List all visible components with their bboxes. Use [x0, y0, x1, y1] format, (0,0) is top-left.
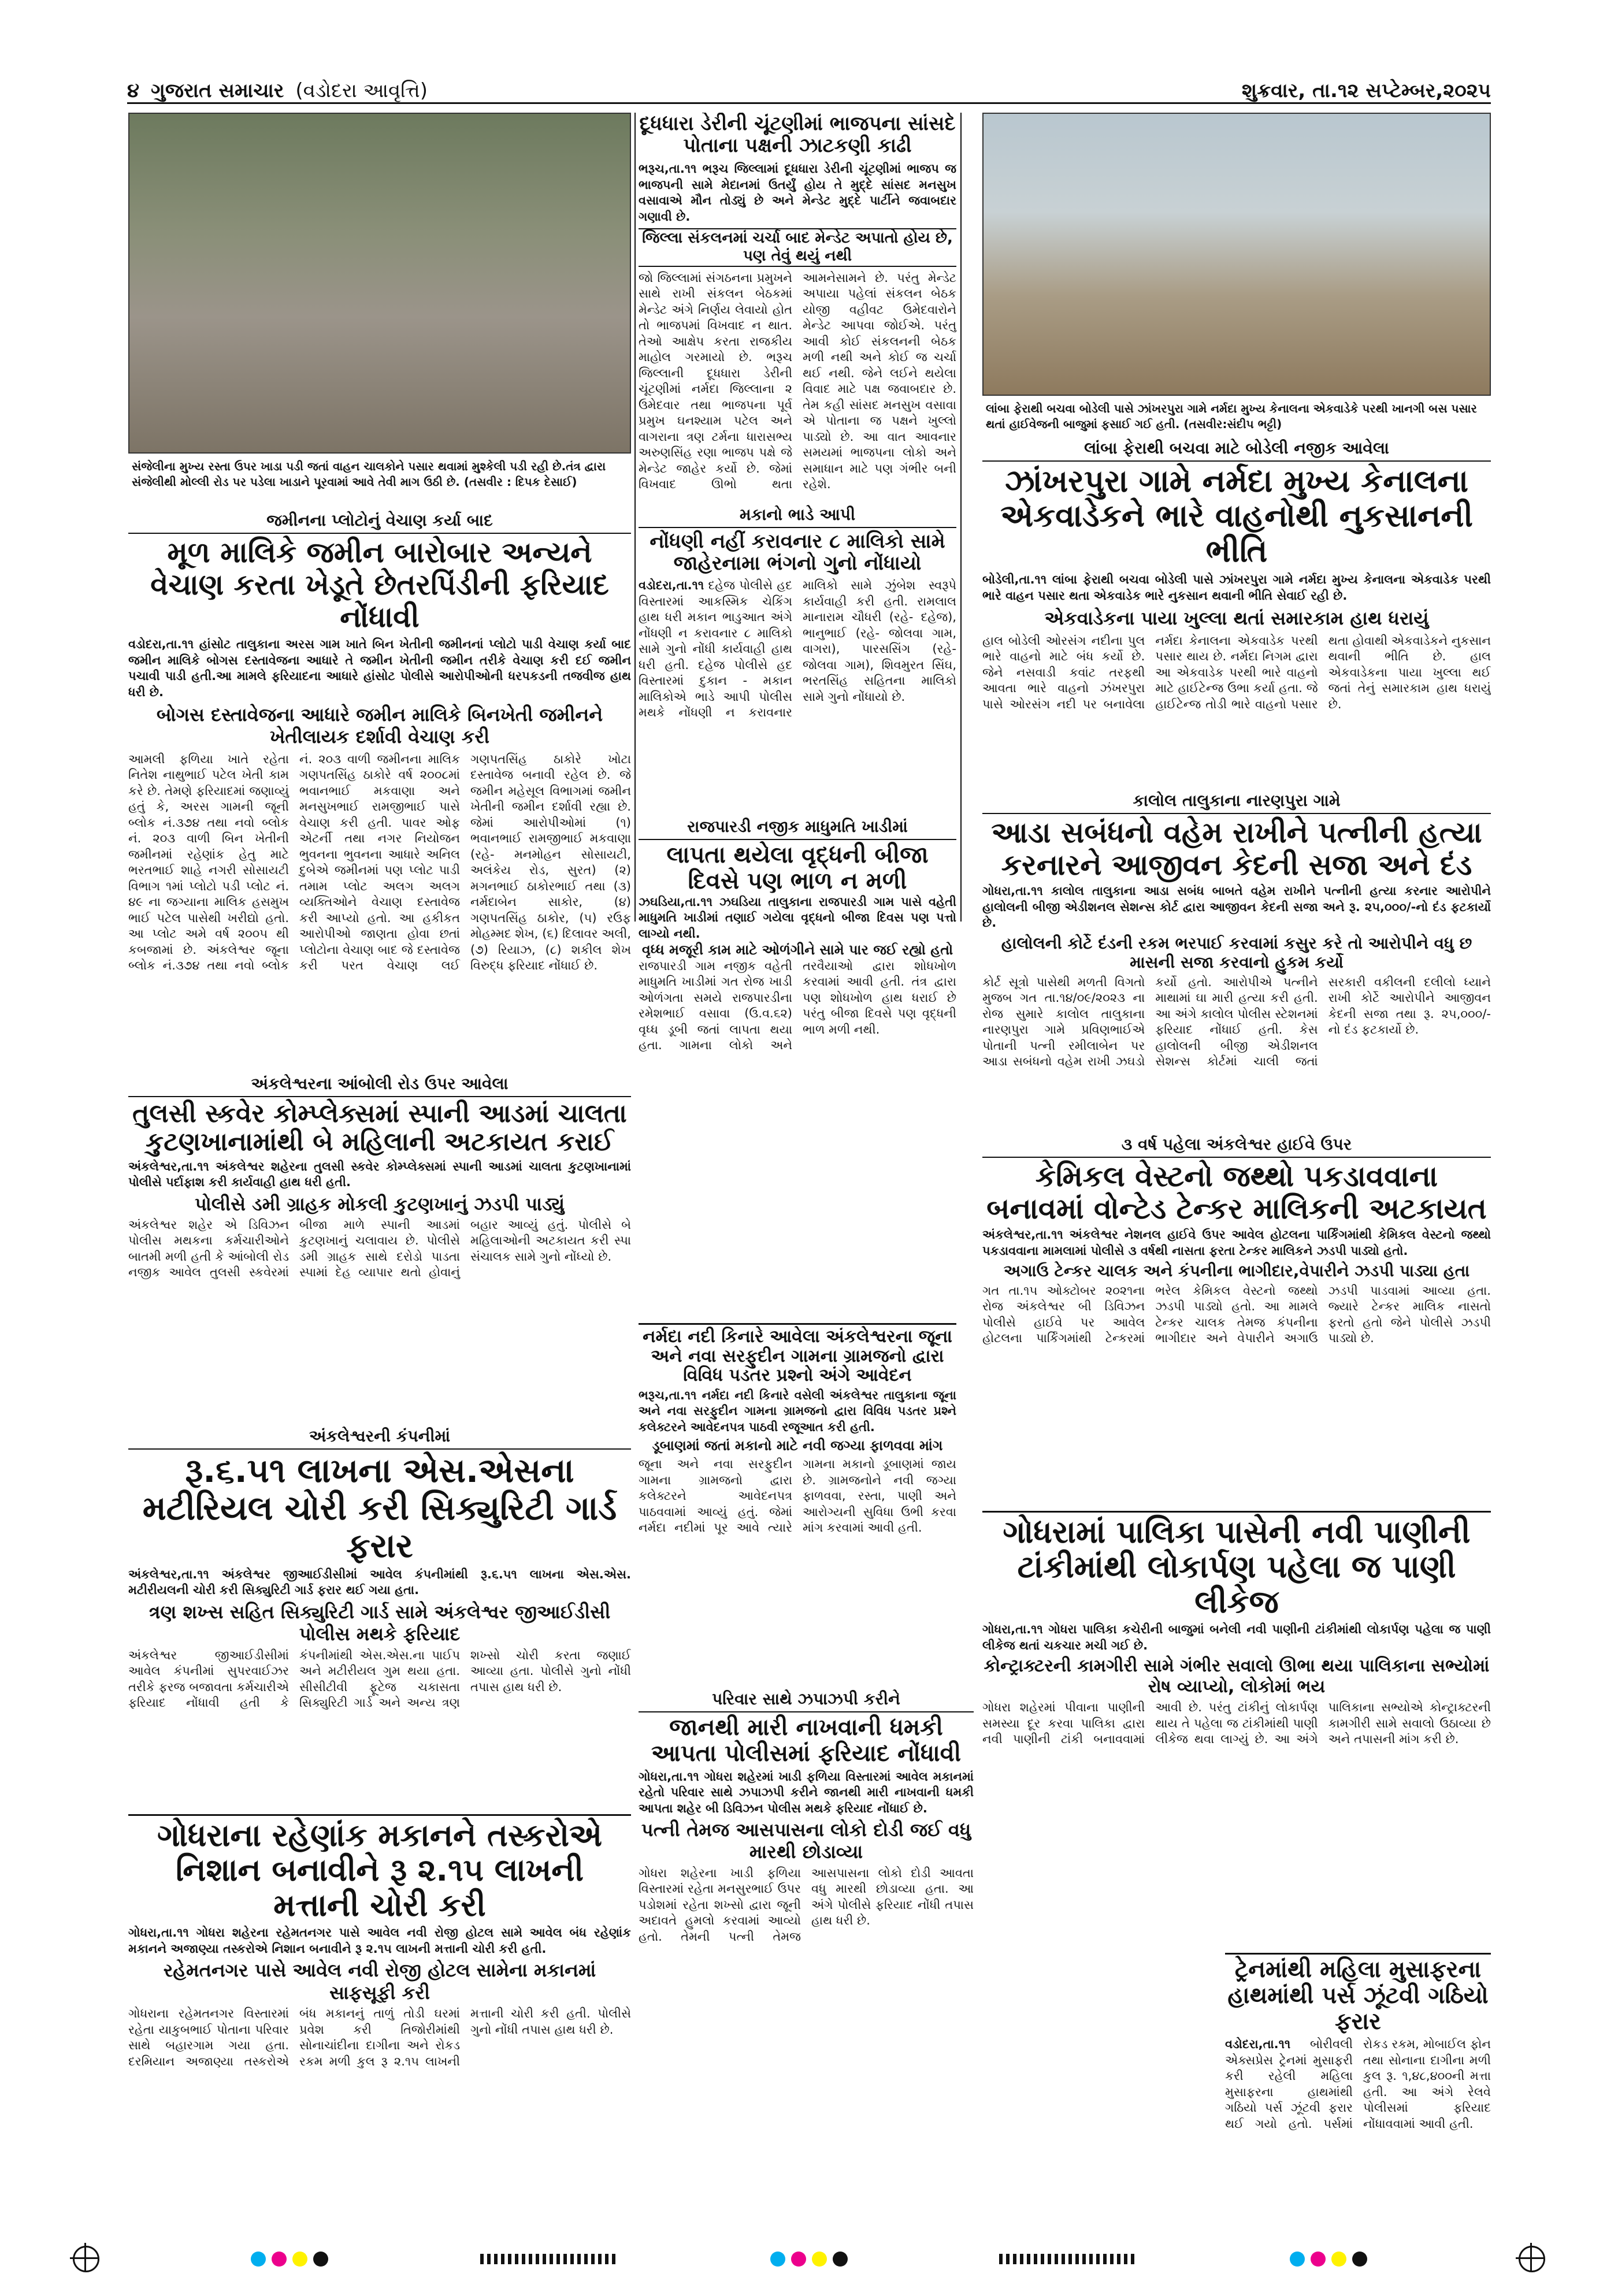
body: આમલી ફળિયા ખાતે રહેતા નિતેશ નાથુભાઈ પટેલ ખેતી કામ કરે છે. તેમણે ફરિયાદમાં જણાવ્યું હતું કે, અરસ ગામની જૂની બ્લોક નં.૩૭૪ તથા નવો બ્લોક નં. ૨૦૩ વાળી બિન ખેતીની જમીનમાં રહેણાંક હેતુ માટે ભરતભાઈ શાહે નગરી સોસાયટી વિભાગ ૧માં પ્લોટો પડી પ્લોટ નં. ૪૯ ના જગ્યાના માલિક હસમુખ ભાઈ પટેલ પાસેથી ખરીદ્યો હતો. આ પ્લોટ અમે વર્ષ ૨૦૦૫ થી કબજામાં છે. અંકલેશ્વર જૂના બ્લોક નં.૩૭૪ તથા નવો બ્લોક નં. ૨૦૩ વાળી જમીનના માલિક ગણપતસિંહ ઠાકોરે વર્ષ ૨૦૦૮માં ભવાનભાઈ મકવાણા અને મનસુખભાઈ રામજીભાઈ પાસે વેચાણ કરી હતી. પાવર ઓફ એટર્ની તથા નગર નિયોજન ભુવનના ભુવનના આધારે અનિલ દુબેએ જમીનમાં પણ પ્લોટ પાડી તમામ પ્લોટ અલગ અલગ વ્યક્તિઓને વેચાણ દસ્તાવેજ કરી આપ્યો હતો. આ હકીકત આરોપીઓ જાણતા હોવા છતાં પ્લોટોના વેચાણ બાદ જે દસ્તાવેજ કરી પરત વેચાણ લઈ ગણપતસિંહ ઠાકોરે ખોટા દસ્તાવેજ બનાવી રહેલ છે. જે જમીન મહેસૂલ વિભાગમાં જમીન ખેતીની જમીન દર્શાવી રહ્યા છે. જેમાં આરોપીઓમાં (૧) ભવાનભાઈ રામજીભાઈ મકવાણા (રહે- મનમોહન સોસાયટી, અલંકેય રોડ, સુરત) (૨) મગનભાઈ ઠાકોરભાઈ તથા (૩) નર્મદાબેન સાકોર, (૪) ગણપતસિંહ ઠાકોર, (૫) રઉફ મોહમ્મદ શેખ, (૬) દિલાવર અલી, (૭) રિયાઝ, (૮) શકીલ શેખ વિરુદ્ધ ફરિયાદ નોંધાઈ છે. — [128, 752, 631, 973]
headline: મૂળ માલિકે જમીન બારોબાર અન્યને વેચાણ કરતા ખેડૂતે છેતરપિંડીની ફરિયાદ નોંધાવી — [150, 536, 609, 634]
intro: ગોધરા,તા.૧૧ ગોધરા પાલિકા કચેરીની બાજુમાં બનેલી નવી પાણીની ટાંકીમાંથી લોકાર્પણ પહેલા જ પાણી લીકેજ થતાં ચકચાર મચી ગઈ છે. — [982, 1622, 1491, 1652]
article-rajpardi — [639, 815, 956, 1063]
kicker: કાલોલ તાલુકાના નારણપુરા ગામે — [982, 789, 1491, 814]
article-zankharpura — [982, 436, 1491, 783]
road-photo — [128, 113, 631, 454]
subhead: એકવાડેકના પાયા ખુલ્લા થતાં સમારકામ હાથ ધરાયું — [1044, 607, 1429, 630]
yellow-dot-icon — [1331, 2252, 1346, 2267]
body: ગોધરા શહેરના ખાડી ફળિયા વિસ્તારમાં રહેતા મનસુરભાઈ ઉપર પડોશમાં રહેતા શખ્સો દ્વારા જૂની અદાવતે હુમલો કરવામાં આવ્યો હતો. તેમની પત્ની તેમજ આસપાસના લોકો દોડી આવતા વધુ મારથી છોડાવ્યા હતા. આ અંગે પોલીસે ફરિયાદ નોંધી તપાસ હાથ ધરી છે. — [639, 1866, 974, 1944]
body: વડોદરા,તા.૧૧ બોરીવલી એક્સપ્રેસ ટ્રેનમાં મુસાફરી કરી રહેલી મહિલા મુસાફરના હાથમાંથી ગઠિયો પર્સ ઝૂંટવી ફરાર થઈ ગયો હતો. પર્સમાં રોકડ રકમ, મોબાઈલ ફોન તથા સોનાના દાગીના મળી કુલ રૂ. ૧,૪૮,૪૦૦ની મત્તા હતી. આ અંગે રેલવે પોલીસમાં ફરિયાદ નોંધાવવામાં આવી હતી. — [1225, 2037, 1491, 2131]
intro: અંકલેશ્વર,તા.૧૧ અંકલેશ્વર નેશનલ હાઈવે ઉપર આવેલ હોટલના પાર્કિંગમાંથી કેમિકલ વેસ્ટનો જથ્થો પકડાવવાના મામલામાં પોલીસે ૩ વર્ષથી નાસતા ફરતા ટેન્કર માલિકને ઝડપી પાડ્યો હતો. — [982, 1228, 1491, 1258]
article-spa — [128, 1072, 631, 1418]
magenta-dot-icon — [791, 2252, 806, 2267]
cyan-dot-icon — [770, 2252, 785, 2267]
color-dots — [1290, 2252, 1367, 2267]
intro: ભરૂચ,તા.૧૧ નર્મદા નદી કિનારે વસેલી અંકલેશ્વર તાલુકાના જૂના અને નવા સરફુદીન ગામના ગ્રામજનો દ્વારા વિવિધ પડતર પ્રશ્ને કલેક્ટરને આવેદનપત્ર પાઠવી રજૂઆત કરી હતી. — [639, 1388, 956, 1434]
article-chemical — [982, 1132, 1491, 1502]
article-train — [1225, 1953, 1491, 2219]
intro: ગોધરા,તા.૧૧ કાલોલ તાલુકાના આડા સબંધ બાબતે વહેમ રાખીને પત્નીની હત્યા કરનાર આરોપીને હાલોલની બીજી એડીશનલ સેશન્સ કોર્ટ દ્વારા આજીવન કેદની સજા અને રૂ. ૨૫,૦૦૦/-નો દંડ ફટકાર્યો છે. — [982, 884, 1491, 930]
yellow-dot-icon — [812, 2252, 827, 2267]
subhead: બોગસ દસ્તાવેજના આધારે જમીન માલિકે બિનખેતી જમીનને ખેતીલાયક દર્શાવી વેચાણ કરી — [156, 704, 603, 748]
headline: રૂ.૬.૫૧ લાખના એસ.એસના મટીરિયલ ચોરી કરી સિક્યુરિટી ગાર્ડ ફરાર — [142, 1451, 617, 1565]
headline: ઝાંખરપુરા ગામે નર્મદા મુખ્ય કેનાલના એકવાડેકને ભારે વાહનોથી નુકસાનની ભીતિ — [1000, 463, 1473, 569]
page-number: ૪ — [127, 79, 140, 102]
headline: દૂધધારા ડેરીની ચૂંટણીમાં ભાજપના સાંસદે પોતાના પક્ષની ઝાટકણી કાઢી — [639, 113, 956, 158]
road-photo-caption: સંજેલીના મુખ્ય રસ્તા ઉપર ખાડા પડી જતાં વાહન ચાલકોને પસાર થવામાં મુશ્કેલી પડી રહી છે.તંત્ર દ્વારા સંજેલીથી મોલ્લી રોડ પર પડેલા ખાડાને પૂરવામાં આવે તેવી માગ ઉઠી છે. (તસવીર : દિપક દેસાઈ) — [132, 459, 606, 489]
masthead — [127, 69, 1491, 104]
body: રાજપારડી ગામ નજીક વહેતી માધુમતિ ખાડીમાં ગત રોજ ખાડી ઓળંગતા સમયે રાજપારડીના રમેશભાઈ વસાવા (ઉ.વ.૬૨) વૃધ્ધ ડૂબી જતાં લાપતા થયા હતા. ગામના લોકો અને તરવૈયાઓ દ્વારા શોધખોળ કરવામાં આવી હતી. તંત્ર દ્વારા પણ શોધખોળ હાથ ધરાઈ છે પરંતુ બીજા દિવસે પણ વૃદ્ધની ભાળ મળી નથી. — [639, 958, 956, 1053]
crosshair-icon — [73, 2246, 99, 2272]
issue-date: શુક્રવાર, તા.૧૨ સપ્ટેમ્બર,૨૦૨૫ — [1242, 79, 1491, 102]
kicker: જમીનના પ્લોટોનું વેચાણ કર્યા બાદ — [128, 508, 631, 534]
body: ગત તા.૧૫ ઓક્ટોબર ૨૦૨૧ના રોજ અંકલેશ્વર બી ડિવિઝન પોલીસે હાઈવે પર આવેલ હોટલના પાર્કિંગમાંથી ટેન્કરમાં ભરેલ કેમિકલ વેસ્ટનો જથ્થો ઝડપી પાડ્યો હતો. આ મામલે ટેન્કર ચાલક તેમજ કંપનીના ભાગીદાર અને વેપારીને અગાઉ ઝડપી પાડવામાં આવ્યા હતા. જ્યારે ટેન્કર માલિક નાસતો ફરતો હતો જેને પોલીસે ઝડપી પાડ્યો છે. — [982, 1283, 1491, 1346]
magenta-dot-icon — [272, 2252, 287, 2267]
subhead: વૃધ્ધ મજૂરી કામ માટે ઓળંગીને સામે પાર જઈ રહ્યો હતો — [641, 942, 953, 958]
subhead: પોલીસે ડમી ગ્રાહક મોકલી કુટણખાનું ઝડપી પાડ્યું — [195, 1192, 565, 1215]
edition: (વડોદરા આવૃત્તિ) — [295, 79, 428, 102]
subhead: હાલોલની કોર્ટે દંડની રકમ ભરપાઈ કરવામાં કસુર કરે તો આરોપીને વધુ છ માસની સજા કરવાનો હુકમ કર્યો — [1001, 933, 1472, 972]
intro: ગોધરા,તા.૧૧ ગોધરા શહેરમાં ખાડી ફળિયા વિસ્તારમાં આવેલ મકાનમાં રહેતો પરિવાર સાથે ઝપાઝપી કરીને જાનથી મારી નાખવાની ધમકી આપતા શહેર બી ડિવિઝન પોલીસ મથકે ફરિયાદ નોંધાઈ છે. — [639, 1769, 974, 1815]
kicker: પરિવાર સાથે ઝપાઝપી કરીને — [639, 1687, 974, 1712]
kicker: લાંબા ફેરાથી બચવા માટે બોડેલી નજીક આવેલા — [982, 436, 1491, 462]
bus-photo — [982, 113, 1491, 396]
cyan-dot-icon — [251, 2252, 266, 2267]
headline: ગોધરામાં પાલિકા પાસેની નવી પાણીની ટાંકીમાંથી લોકાર્પણ પહેલા જ પાણી લીકેજ — [982, 1511, 1491, 1619]
subhead: જિલ્લા સંકલનમાં ચર્ચા બાદ મેન્ડેટ અપાતો હોય છે, પણ તેવું થયું નથી — [639, 228, 956, 266]
yellow-dot-icon — [292, 2252, 307, 2267]
article-bhadut — [639, 503, 956, 809]
cyan-dot-icon — [1290, 2252, 1305, 2267]
paper-name: ગુજરાત સમાચાર — [151, 79, 284, 102]
registration-marks — [0, 2242, 1618, 2276]
body: હાલ બોડેલી ઓરસંગ નદીના પુલ ભારે વાહનો માટે બંધ કર્યો છે. જેને નસવાડી કવાંટ તરફથી આવતા ભારે વાહનો ઝંખરપુરા પાસે ઓરસંગ નદી પર બનાવેલા નર્મદા કેનાલના એકવાડેક પરથી પસાર થાય છે. નર્મદા નિગમ દ્વારા આ એકવાડેક પરથી ભારે વાહનો માટે હાઈટેન્જ ઉભા કર્યા હતા. જે હાઈટેન્જ તોડી ભારે વાહનો પસાર થતા હોવાથી એકવાડેકને નુકસાન થવાની ભીતિ છે. હાલ એકવાડેકના પાયા ખુલ્લા થઈ જતાં તેનું સમારકામ હાથ ધરાયું છે. — [982, 633, 1491, 711]
headline: લાપતા થયેલા વૃદ્ધની બીજા દિવસે પણ ભાળ ન મળી — [666, 842, 929, 894]
kicker: અંકલેશ્વરના આંબોલી રોડ ઉપર આવેલા — [128, 1072, 631, 1097]
body: જો જિલ્લામાં સંગઠનના પ્રમુખને સાથે રાખી સંકલન બેઠકમાં મેન્ડેટ અંગે નિર્ણય લેવાયો હોત તો ભાજપમાં વિખવાદ ન થાત. તેઓ આક્ષેપ કરતા રાજકીય માહોલ ગરમાયો છે. ભરૂચ જિલ્લાની દૂધધારા ડેરીની ચૂંટણીમાં નર્મદા જિલ્લાના ૨ ઉમેદવાર તથા ભાજપના પૂર્વ પ્રમુખ ઘનશ્યામ પટેલ અને વાગરાના ત્રણ ટર્મના ધારાસભ્ય અરુણસિંહ રણા ભાજપ પક્ષે જે મેન્ડેટ જાહેર કર્યો છે. જેમાં વિખવાદ ઊભો થતા આમનેસામને છે. પરંતુ મેન્ડેટ અપાયા પહેલાં સંકલન બેઠક યોજી વહીવટ ઉમેદવારોને મેન્ડેટ આપવા જોઈએ. પરંતુ આવી કોઈ સંકલનની બેઠક મળી નથી અને કોઈ જ ચર્ચા થઈ નથી. જેને લઈને થયેલા વિવાદ માટે પક્ષ જવાબદાર છે. તેમ કહી સાંસદ મનસુખ વસાવા એ પોતાના જ પક્ષને ખુલ્લો પાડ્યો છે. આ વાત આવનાર સમયમાં ભાજપના લોકો અને સમાધાન માટે પણ ગંભીર બની રહેશે. — [639, 270, 956, 492]
headline: ગોધરાના રહેણાંક મકાનને તસ્કરોએ નિશાન બનાવીને રૂ ૨.૧૫ લાખની મત્તાની ચોરી કરી — [128, 1814, 631, 1923]
density-bar — [480, 2254, 619, 2264]
article-jamin — [128, 508, 631, 1063]
kicker: ૩ વર્ષ પહેલા અંકલેશ્વર હાઈવે ઉપર — [982, 1132, 1491, 1158]
subhead: કોન્ટ્રાક્ટરની કામગીરી સામે ગંભીર સવાલો ઊભા થયા પાલિકાના સભ્યોમાં રોષ વ્યાપ્યો, લોકોમાં ભય — [984, 1656, 1490, 1697]
headline: જાનથી મારી નાખવાની ધમકી આપતા પોલીસમાં ફરિયાદ નોંધાવી — [651, 1714, 962, 1767]
body: અંકલેશ્વર જીઆઈડીસીમાં આવેલ કંપનીમાં સુપરવાઈઝર તરીકે ફરજ બજાવતા કર્મચારીએ ફરિયાદ નોંધાવી હતી કે કંપનીમાંથી એસ.એસ.ના પાઈપ અને મટીરીયલ ગુમ થયા હતા. સીસીટીવી ફૂટેજ ચકાસતા સિક્યુરિટી ગાર્ડ અને અન્ય ત્રણ શખ્સો ચોરી કરતા જણાઈ આવ્યા હતા. પોલીસે ગુનો નોંધી તપાસ હાથ ધરી છે. — [128, 1648, 631, 1710]
article-avedan — [639, 1323, 956, 1681]
density-bar — [999, 2254, 1138, 2264]
headline: આડા સબંધનો વહેમ રાખીને પત્નીની હત્યા કરનારને આજીવન કેદની સજા અને દંડ — [991, 816, 1482, 882]
kicker: અંકલેશ્વરની કંપનીમાં — [128, 1424, 631, 1450]
black-dot-icon — [833, 2252, 848, 2267]
subhead: પત્ની તેમજ આસપાસના લોકો દોડી જઈ વધુ મારથી છોડાવ્યા — [641, 1819, 971, 1863]
column-rule — [634, 113, 636, 922]
headline: ટ્રેનમાંથી મહિલા મુસાફરના હાથમાંથી પર્સ ઝૂંટવી ગઠિયો ફરાર — [1225, 1953, 1491, 2034]
intro: ભરૂચ,તા.૧૧ ભરૂચ જિલ્લામાં દૂધધારા ડેરીની ચૂંટણીમાં ભાજપ જ ભાજપની સામે મેદાનમાં ઉતર્યું હોય તે મુદ્દે સાંસદ મનસુખ વસાવાએ મૌન તોડ્યું છે અને મેન્ડેટ મુદ્દે પાર્ટીને જવાબદાર ગણાવી છે. — [639, 162, 956, 224]
photo-credit: (તસવીર:સંદીપ ભટ્ટી) — [1183, 417, 1282, 431]
black-dot-icon — [1352, 2252, 1367, 2267]
subhead: રહેમતનગર પાસે આવેલ નવી રોજી હોટલ સામેના મકાનમાં સાફસૂફી કરી — [163, 1959, 596, 2004]
column-rule — [960, 113, 962, 922]
article-dudhdhara — [639, 113, 956, 500]
intro: બોડેલી,તા.૧૧ લાંબા ફેરાથી બચવા બોડેલી પાસે ઝાંખરપુરા ગામે નર્મદા મુખ્ય કેનાલના એકવાડેક પરથી ભારે વાહન પસાર થતા એકવાડેક ભારે નુકસાન થવાની ભીતિ સેવાઈ રહી છે. — [982, 573, 1491, 603]
color-dots — [770, 2252, 848, 2267]
kicker: મકાનો ભાડે આપી — [639, 503, 956, 528]
article-jaanthi — [639, 1687, 974, 2091]
article-chori — [128, 1814, 631, 2219]
kicker: રાજપારડી નજીક માધુમતિ ખાડીમાં — [639, 815, 956, 840]
subhead: ત્રણ શખ્સ સહિત સિક્યુરિટી ગાર્ડ સામે અંકલેશ્વર જીઆઈડીસી પોલીસ મથકે ફરિયાદ — [149, 1600, 611, 1645]
headline: નોંધણી નહીં કરાવનાર ૮ માલિકો સામે જાહેરનામા ભંગનો ગુનો નોંધાયો — [650, 530, 945, 575]
intro: અંકલેશ્વર,તા.૧૧ અંકલેશ્વર શહેરના તુલસી સ્કવેર કોમ્પ્લેક્સમાં સ્પાની આડમાં ચાલતા કુટણખાનામાં પોલીસે પર્દાફાશ કરી કાર્યવાહી હાથ ધરી હતી. — [128, 1159, 631, 1190]
headline: કેમિકલ વેસ્ટનો જથ્થો પકડાવવાના બનાવમાં વોન્ટેડ ટેન્કર માલિકની અટકાયત — [986, 1160, 1487, 1225]
intro: ગોધરા,તા.૧૧ ગોધરા શહેરના રહેમતનગર પાસે આવેલ નવી રોજી હોટલ સામે આવેલ બંધ રહેણાંક મકાનને અજાણ્યા તસ્કરોએ નિશાન બનાવીને રૂ ૨.૧૫ લાખની મત્તાની ચોરી કરી હતી. — [128, 1926, 631, 1956]
body: જૂના અને નવા સરફુદીન ગામના ગ્રામજનો દ્વારા કલેક્ટરને આવેદનપત્ર પાઠવવામાં આવ્યું હતું. જેમાં નર્મદા નદીમાં પૂર આવે ત્યારે ગામના મકાનો ડૂબાણમાં જાય છે. ગ્રામજનોને નવી જગ્યા ફાળવવા, રસ્તા, પાણી અને આરોગ્યની સુવિધા ઉભી કરવા માંગ કરવામાં આવી હતી. — [639, 1457, 956, 1535]
crosshair-icon — [1519, 2246, 1545, 2272]
article-kalol — [982, 789, 1491, 1124]
photo-credit: (તસવીર : દિપક દેસાઈ) — [463, 475, 577, 489]
headline: તુલસી સ્કવેર કોમ્પ્લેક્સમાં સ્પાની આડમાં ચાલતા કુટણખાનામાંથી બે મહિલાની અટકાયત કરાઈ — [132, 1099, 627, 1157]
intro: ઝઘડિયા,તા.૧૧ ઝઘડિયા તાલુકાના રાજપારડી ગામ પાસે વહેતી માધુમતિ ખાડીમાં તણાઈ ગયેલા વૃદ્ધનો બીજા દિવસ પણ પત્તો લાગ્યો નથી. — [639, 894, 956, 941]
black-dot-icon — [313, 2252, 328, 2267]
body: કોર્ટ સૂત્રો પાસેથી મળતી વિગતો મુજબ ગત તા.૧૪/૦૯/૨૦૨૩ ના રોજ સુમારે કાલોલ તાલુકાના નારણપુરા ગામે પ્રવિણભાઈએ પોતાની પત્ની રમીલાબેન પર આડા સબંધનો વહેમ રાખી ઝઘડો કર્યો હતો. આરોપીએ પત્નીને માથામાં ઘા મારી હત્યા કરી હતી. આ અંગે કાલોલ પોલીસ સ્ટેશનમાં ફરિયાદ નોંધાઈ હતી. કેસ હાલોલની બીજી એડીશનલ સેશન્સ કોર્ટમાં ચાલી જતાં સરકારી વકીલની દલીલો ધ્યાને રાખી કોર્ટે આરોપીને આજીવન કેદની સજા તથા રૂ. ૨૫,૦૦૦/- નો દંડ ફટકાર્યો છે. — [982, 975, 1491, 1069]
intro: વડોદરા,તા.૧૧ હાંસોટ તાલુકાના અરસ ગામ ખાતે બિન ખેતીની જમીનનાં પ્લોટો પાડી વેચાણ કર્યા બાદ જમીન માલિકે બોગસ દસ્તાવેજના આધારે તે જમીન ખેતીની જમીન તરીકે વેચાણ કરી દઈ જમીન પચાવી પાડી હતી.આ મામલે ફરિયાદના આધારે હાંસોટ પોલીસે આરોપીઓની ધરપકડની તજવીજ હાથ ધરી છે. — [128, 637, 631, 699]
body: ગોધરા શહેરમાં પીવાના પાણીની સમસ્યા દૂર કરવા પાલિકા દ્વારા નવી પાણીની ટાંકી બનાવવામાં આવી છે. પરંતુ ટાંકીનું લોકાર્પણ થાય તે પહેલા જ ટાંકીમાંથી પાણી લીકેજ થવા લાગ્યું છે. આ અંગે પાલિકાના સભ્યોએ કોન્ટ્રાક્ટરની કામગીરી સામે સવાલો ઉઠાવ્યા છે અને તપાસની માંગ કરી છે. — [982, 1700, 1491, 1747]
bus-photo-caption: લાંબા ફેરાથી બચવા બોડેલી પાસે ઝાંખરપુરા ગામે નર્મદા મુખ્ય કેનાલના એકવાડેકે પરથી ખાનગી બસ પસાર થતાં હાઈવેજની બાજુમાં ફસાઈ ગઈ હતી. (તસવીર:સંદીપ ભટ્ટી) — [986, 402, 1477, 431]
color-dots — [251, 2252, 328, 2267]
body: અંકલેશ્વર શહેર એ ડિવિઝન પોલીસ મથકના કર્મચારીઓને બાતમી મળી હતી કે આંબોલી રોડ નજીક આવેલ તુલસી સ્કવેરમાં બીજા માળે સ્પાની આડમાં કુટણખાનું ચલાવાય છે. પોલીસે ડમી ગ્રાહક સાથે દરોડો પાડતા સ્પામાં દેહ વ્યાપાર થતો હોવાનું બહાર આવ્યું હતું. પોલીસે બે મહિલાઓની અટકાયત કરી સ્પા સંચાલક સામે ગુનો નોંધ્યો છે. — [128, 1217, 631, 1280]
magenta-dot-icon — [1311, 2252, 1326, 2267]
subhead: ડૂબાણમાં જતાં મકાનો માટે નવી જગ્યા ફાળવવા માંગ — [652, 1437, 943, 1454]
body: ગોધરાના રહેમતનગર વિસ્તારમાં રહેતા યાકુબભાઈ પોતાના પરિવાર સાથે બહારગામ ગયા હતા. દરમિયાન અજાણ્યા તસ્કરોએ બંધ મકાનનું તાળું તોડી ઘરમાં પ્રવેશ કરી તિજોરીમાંથી સોનાચાંદીના દાગીના અને રોકડ રકમ મળી કુલ રૂ ૨.૧૫ લાખની મત્તાની ચોરી કરી હતી. પોલીસે ગુનો નોંધી તપાસ હાથ ધરી છે. — [128, 2007, 631, 2068]
subhead: અગાઉ ટેન્કર ચાલક અને કંપનીના ભાગીદાર,વેપારીને ઝડપી પાડ્યા હતા — [1003, 1261, 1470, 1280]
headline: નર્મદા નદી કિનારે આવેલા અંકલેશ્વરના જૂના અને નવા સરફુદીન ગામના ગ્રામજનો દ્વારા વિવિધ પડતર પ્રશ્નો અંગે આવેદન — [639, 1323, 956, 1385]
body: વડોદરા,તા.૧૧ દહેજ પોલીસે હદ વિસ્તારમાં આકસ્મિક ચેકિંગ હાથ ધરી મકાન ભાડુઆત અંગે નોંધણી ન કરાવનાર ૮ માલિકો સામે ગુનો નોંધી કાર્યવાહી હાથ ધરી હતી. દહેજ પોલીસે હદ વિસ્તારમાં દુકાન - મકાન માલિકોએ ભાડે આપી પોલીસ મથકે નોંધણી ન કરાવનાર માલિકો સામે ઝુંબેશ સ્વરૂપે કાર્યવાહી કરી હતી. રામલાલ માનારામ ચૌધરી (રહે- દહેજ), ભાનુભાઈ (રહે- જોલવા ગામ, વાગરા), પારસસિંગ (રહે- જોલવા ગામ), શિવમુરત સિંઘ, ભરતસિંહ સહિતના માલિકો સામે ગુનો નોંધાયો છે. — [639, 578, 956, 720]
intro: અંકલેશ્વર,તા.૧૧ અંકલેશ્વર જીઆઈડીસીમાં આવેલ કંપનીમાંથી રૂ.૬.૫૧ લાખના એસ.એસ. મટીરીયલની ચોરી કરી સિક્યુરિટી ગાર્ડ ફરાર થઈ ગયા હતા. — [128, 1567, 631, 1597]
article-gidc — [128, 1424, 631, 1805]
article-tanki — [982, 1511, 1491, 1834]
